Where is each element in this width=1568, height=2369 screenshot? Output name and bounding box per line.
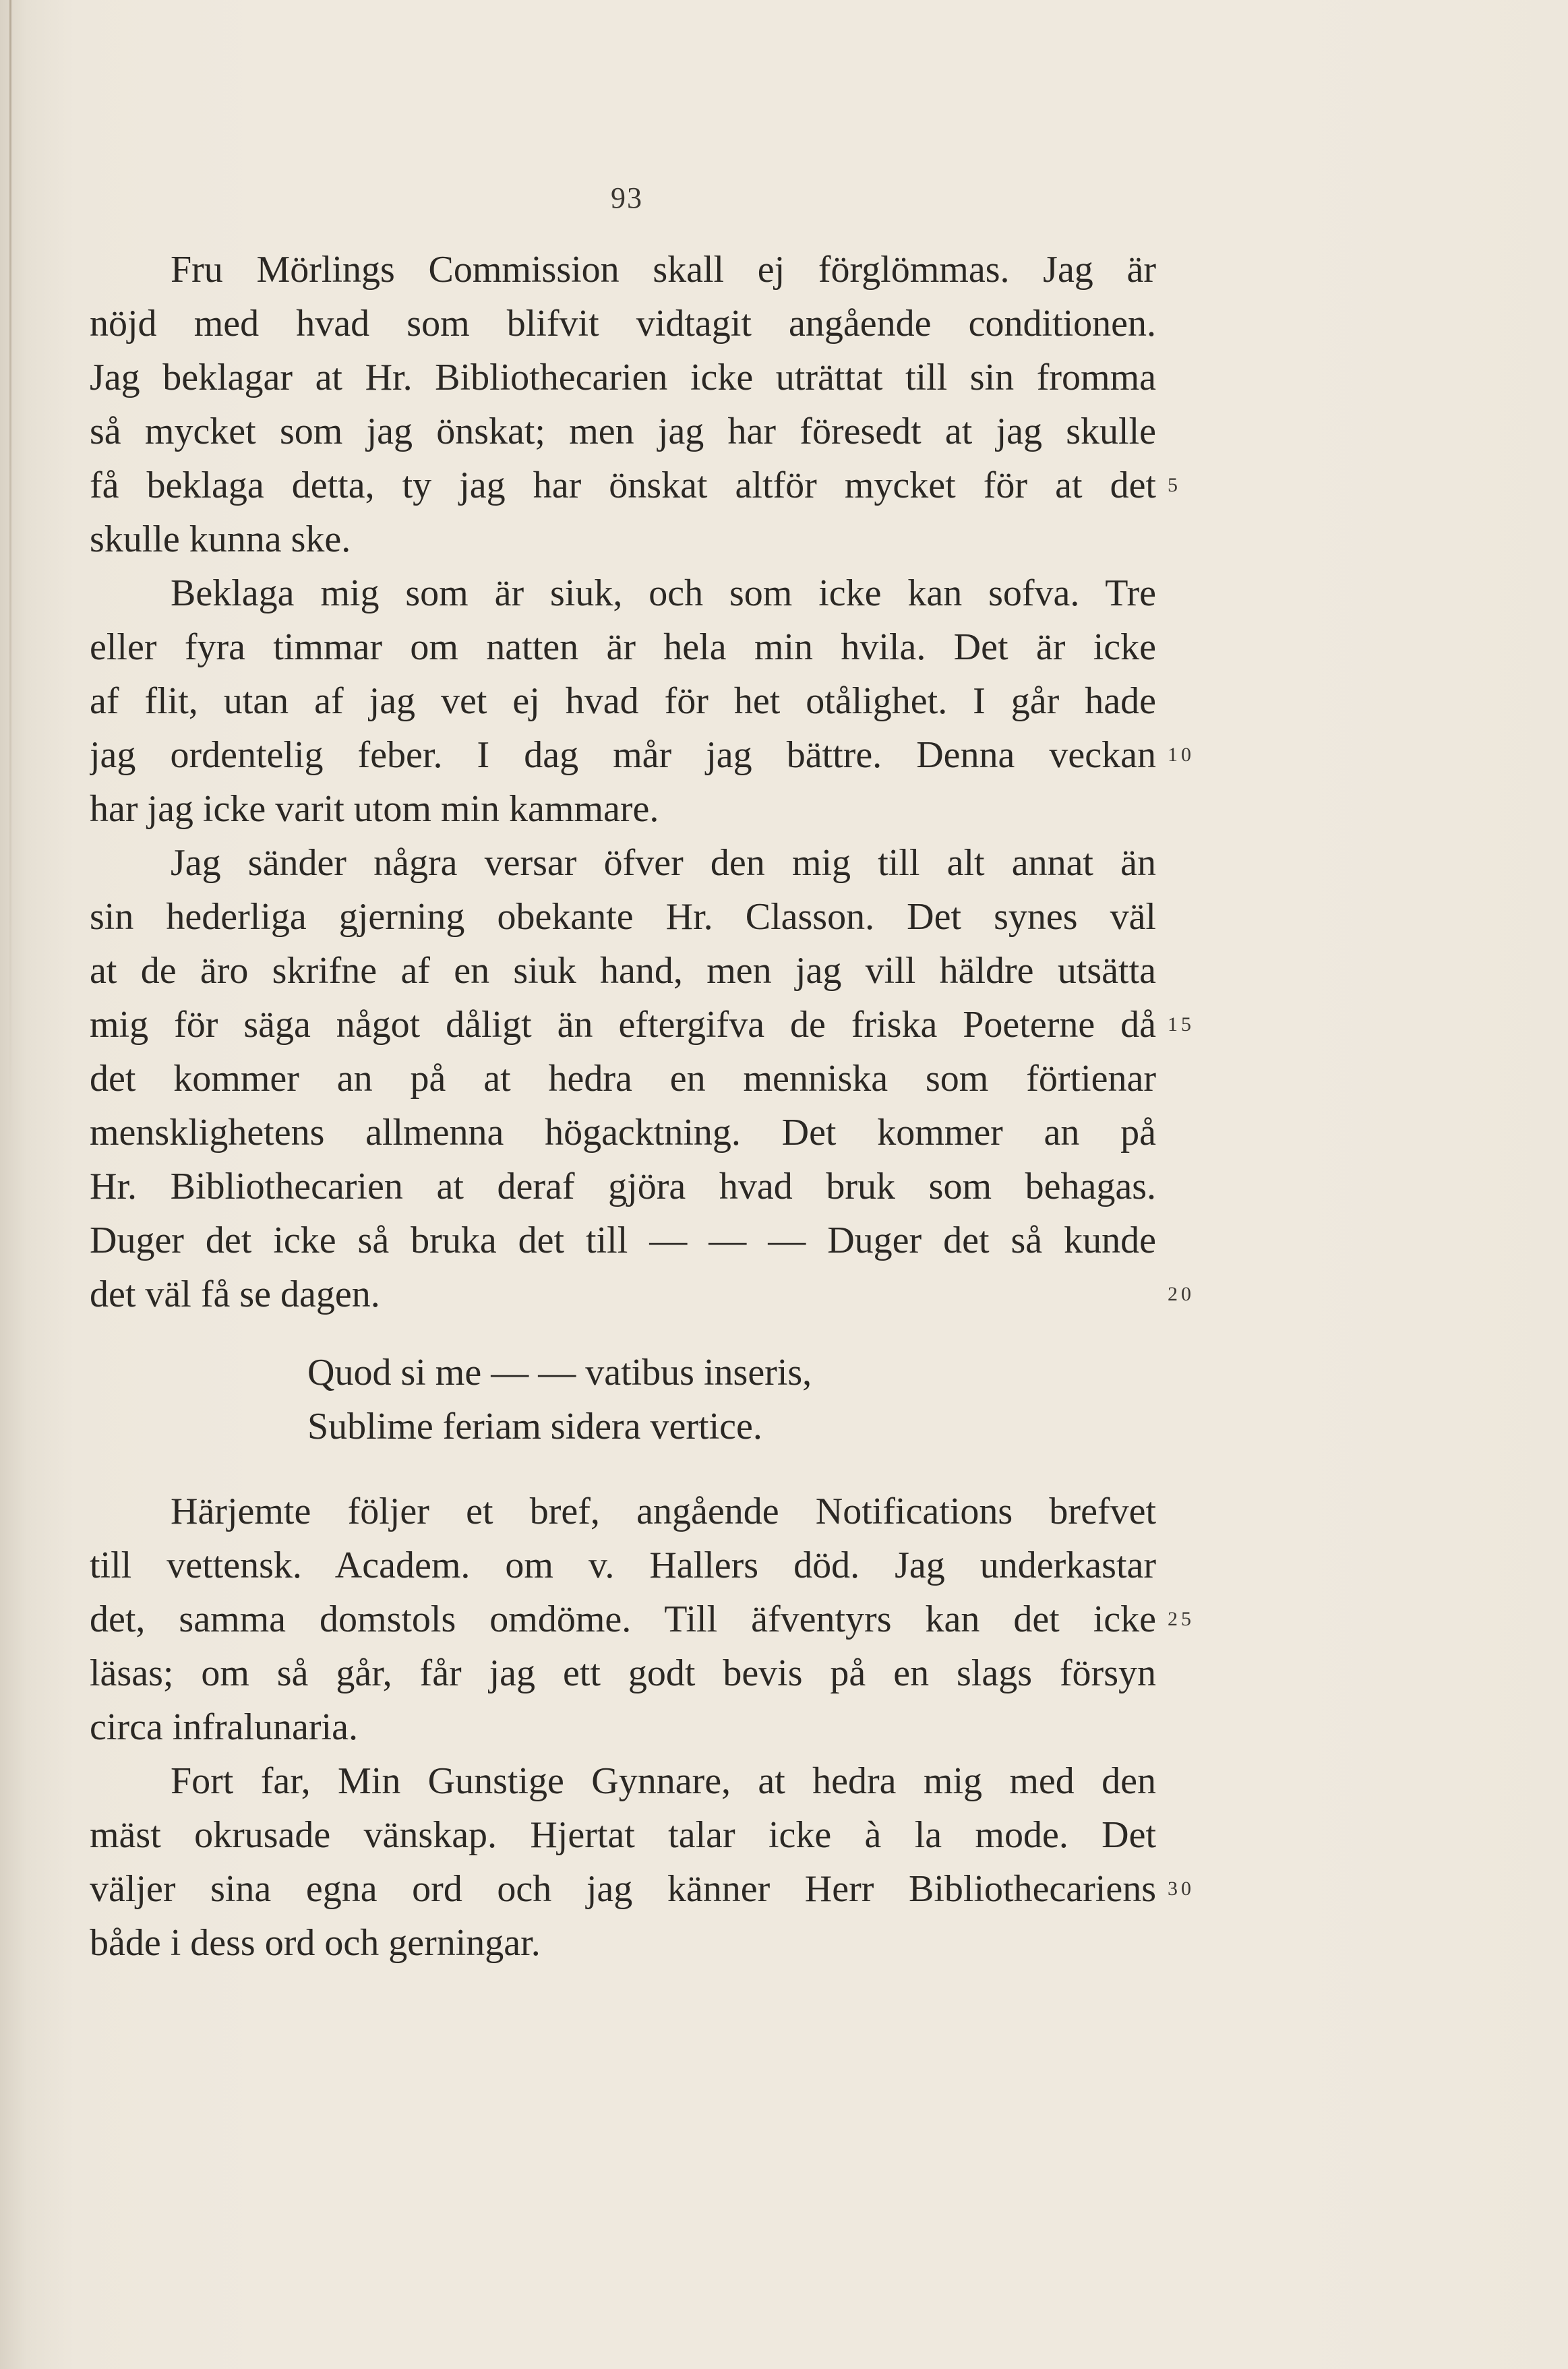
- text-line: Härjemte följer et bref, angående Notifications brefvet: [171, 1491, 1156, 1532]
- verse-line: Quod si me — — vatibus inseris,: [307, 1352, 812, 1393]
- text-line: mig för säga något dåligt än eftergifva de friska Poeterne då: [90, 1004, 1156, 1046]
- text-line: Fort far, Min Gunstige Gynnare, at hedra mig med den: [171, 1760, 1156, 1802]
- text-line: Fru Mörlings Commission skall ej förglömmas. Jag är: [171, 249, 1156, 291]
- line-number: 10: [1168, 744, 1195, 766]
- text-line: nöjd med hvad som blifvit vidtagit angående conditionen.: [90, 303, 1156, 344]
- line-number: 20: [1168, 1283, 1195, 1305]
- binding-edge: [9, 0, 11, 1146]
- text-line: det, samma domstols omdöme. Till äfventyrs kan det icke: [90, 1598, 1156, 1640]
- text-line: läsas; om så går, får jag ett godt bevis på en slags försyn: [90, 1652, 1156, 1694]
- text-line: både i dess ord och gerningar.: [90, 1922, 541, 1964]
- page-number: 93: [611, 181, 643, 214]
- text-line: sin hederliga gjerning obekante Hr. Classon. Det synes väl: [90, 896, 1156, 938]
- text-line: Beklaga mig som är siuk, och som icke kan sofva. Tre: [171, 572, 1156, 614]
- text-line: jag ordentelig feber. I dag mår jag bättre. Denna veckan: [90, 734, 1156, 776]
- line-number: 15: [1168, 1013, 1195, 1036]
- text-line: at de äro skrifne af en siuk hand, men jag vill häldre utsätta: [90, 950, 1156, 992]
- text-line: circa infralunaria.: [90, 1706, 358, 1748]
- text-line: Jag sänder några versar öfver den mig till alt annat än: [171, 842, 1156, 884]
- line-number: 5: [1168, 474, 1181, 496]
- text-line: till vettensk. Academ. om v. Hallers död. Jag underkastar: [90, 1545, 1156, 1586]
- line-number: 25: [1168, 1608, 1195, 1630]
- text-line: mäst okrusade vänskap. Hjertat talar icke à la mode. Det: [90, 1814, 1156, 1856]
- verse-line: Sublime feriam sidera vertice.: [307, 1406, 762, 1447]
- text-line: få beklaga detta, ty jag har önskat altför mycket för at det: [90, 464, 1156, 506]
- text-line: det kommer an på at hedra en menniska som förtienar: [90, 1058, 1156, 1100]
- text-line: har jag icke varit utom min kammare.: [90, 788, 659, 830]
- line-number: 30: [1168, 1878, 1195, 1900]
- text-line: så mycket som jag önskat; men jag har föresedt at jag skulle: [90, 411, 1156, 452]
- text-line: Jag beklagar at Hr. Bibliothecarien icke uträttat till sin fromma: [90, 357, 1156, 398]
- text-line: Duger det icke så bruka det till — — — Duger det så kunde: [90, 1220, 1156, 1261]
- text-line: Hr. Bibliothecarien at deraf gjöra hvad bruk som behagas.: [90, 1166, 1156, 1207]
- text-line: eller fyra timmar om natten är hela min hvila. Det är icke: [90, 626, 1156, 668]
- text-line: det väl få se dagen.: [90, 1273, 380, 1315]
- text-line: af flit, utan af jag vet ej hvad för het otålighet. I går hade: [90, 680, 1156, 722]
- text-line: väljer sina egna ord och jag känner Herr Bibliothecariens: [90, 1868, 1156, 1910]
- text-line: skulle kunna ske.: [90, 518, 351, 560]
- text-line: mensklighetens allmenna högacktning. Det kommer an på: [90, 1112, 1156, 1153]
